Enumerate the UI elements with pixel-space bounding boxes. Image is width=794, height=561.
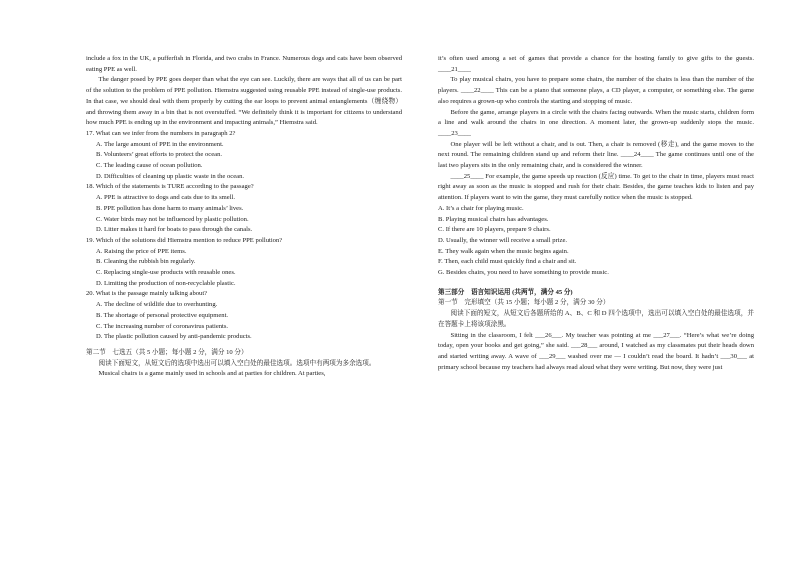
passage-paragraph: it’s often used among a set of games that provide a chance for the hosting family to give gifts to the guests. ____21____ [438,55,754,73]
passage-paragraph: Musical chairs is a game mainly used in schools and at parties for children. At parties, [98,370,326,378]
question-18 [86,182,402,236]
answer-option: C. The increasing number of coronavirus patients. [96,322,229,330]
answer-option: B. Volunteers’ great efforts to protect the ocean. [96,151,223,159]
passage-paragraph: To play musical chairs, you have to prepare some chairs, the number of the chairs is less than the number of the players. ____22____ This can be a piano that someone plays, a CD player, a computer, or something else. The game also requires a grown-up who controls the starting and stopping of music. [438,76,754,105]
answer-option: C. The leading cause of ocean pollution. [96,162,203,170]
answer-option: B. The shortage of personal protective equipment. [96,311,229,319]
answer-option: B. PPE pollution has done harm to many animals’ lives. [96,204,244,212]
left-column [86,54,402,380]
answer-option: G. Besides chairs, you need to have something to provide music. [438,269,609,277]
answer-option: D. Usually, the winner will receive a small prize. [438,236,568,244]
question-19 [86,236,402,290]
section-heading: 第一节 完形填空（共 15 小题；每小题 2 分，满分 30 分） [438,299,610,307]
answer-option: D. Litter makes it hard for boats to pass through the canals. [96,226,253,234]
passage-paragraph: Before the game, arrange players in a circle with the chairs facing outwards. When the music starts, children form a line and walk around the chairs in one direction. A moment later, the grown-up suddenly stops the music. ____23____ [438,108,754,137]
answer-option: A. It’s a chair for playing music. [438,204,524,212]
question-20 [86,289,402,343]
answer-option: E. They walk again when the music begins again. [438,247,569,255]
part-heading: 第三部分 语言知识运用 (共两节，满分 45 分) [438,288,573,296]
question-stem: 19. Which of the solutions did Hiemstra mention to reduce PPE pollution? [86,236,283,244]
section-heading: 第二节 七选五（共 5 小题；每小题 2 分，满分 10 分） [86,348,248,356]
answer-option: B. Playing musical chairs has advantages. [438,215,549,223]
answer-option: B. Cleaning the rubbish bin regularly. [96,258,196,266]
answer-option: D. Limiting the production of non-recyclable plastic. [96,279,236,287]
passage-paragraph: include a fox in the UK, a pufferfish in Florida, and two crabs in France. Numerous dogs and cats have been observed eating PPE as well. [86,55,402,73]
passage-paragraph: Sitting in the classroom, I felt ___26___. My teacher was pointing at me ___27___. “Here’s what we’re doing today, open your books and get going,” she said. ___28___ around, I watched as my classmates put their heads down and started writing away. A wave of ___29___ washed over me — I couldn’t read the board. It hadn’t ___30___ at primary school because my teachers had always read aloud what they were writing. But now, they were just [438,331,754,371]
answer-option: A. The large amount of PPE in the environment. [96,140,224,148]
answer-option: D. Difficulties of cleaning up plastic waste in the ocean. [96,172,245,180]
section-instruction: 阅读下面短文，从短文后的选项中选出可以填入空白处的最佳选项。选项中有两项为多余选项。 [98,359,376,367]
answer-option: C. Water birds may not be influenced by plastic pollution. [96,215,249,223]
question-stem: 18. Which of the statements is TURE according to the passage? [86,183,254,191]
answer-option: A. PPE is attractive to dogs and cats due to its smell. [96,194,235,202]
answer-option: D. The plastic pollution caused by anti-pandemic products. [96,333,252,341]
right-column [438,54,754,373]
question-stem: 17. What can we infer from the numbers in paragraph 2? [86,129,236,137]
seven-choose-five-options [438,204,754,279]
question-stem: 20. What is the passage mainly talking about? [86,290,208,298]
passage-paragraph: One player will be left without a chair, and is out. Then, a chair is removed (移走), and the game moves to the next round. The remaining children stand up and reform their line. ____24____ The game continues until one of the last two players sits in the only remaining chair, and is considered the winner. [438,140,754,170]
passage-paragraph: The danger posed by PPE goes deeper than what the eye can see. Luckily, there are ways that all of us can be part of the solution to the problem of PPE pollution. Hiemstra suggested using reusable PPE instead of single-use products. In that case, we should deal with them properly by cutting the ear loops to prevent animal entanglements（缠绕物）and throwing them away in a bin that is not overstuffed. “We definitely think it is important for citizens to understand how much PPE is ending up in the environment and impacting animals,” Hiemstra said. [86,76,402,127]
section-instruction: 阅读下面的短文，从短文后各题所给的 A、B、C 和 D 四个选项中，选出可以填入空白处的最佳选项，并在答题卡上将该项涂黑。 [438,310,754,328]
answer-option: C. If there are 10 players, prepare 9 chairs. [438,226,551,234]
answer-option: C. Replacing single-use products with reusable ones. [96,269,236,277]
answer-option: F. Then, each child must quickly find a chair and sit. [438,258,577,266]
question-17 [86,129,402,183]
answer-option: A. The decline of wildlife due to overhunting. [96,301,218,309]
answer-option: A. Raising the price of PPE items. [96,247,187,255]
passage-paragraph: ____25____ For example, the game speeds up reaction (反应) time. To get to the chair in time, players must react right away as soon as the music is stopped and rush for their chair. Besides, the game teaches kids to listen and pay attention. If players want to win the game, they must carefully notice when the music is stopped. [438,172,754,202]
